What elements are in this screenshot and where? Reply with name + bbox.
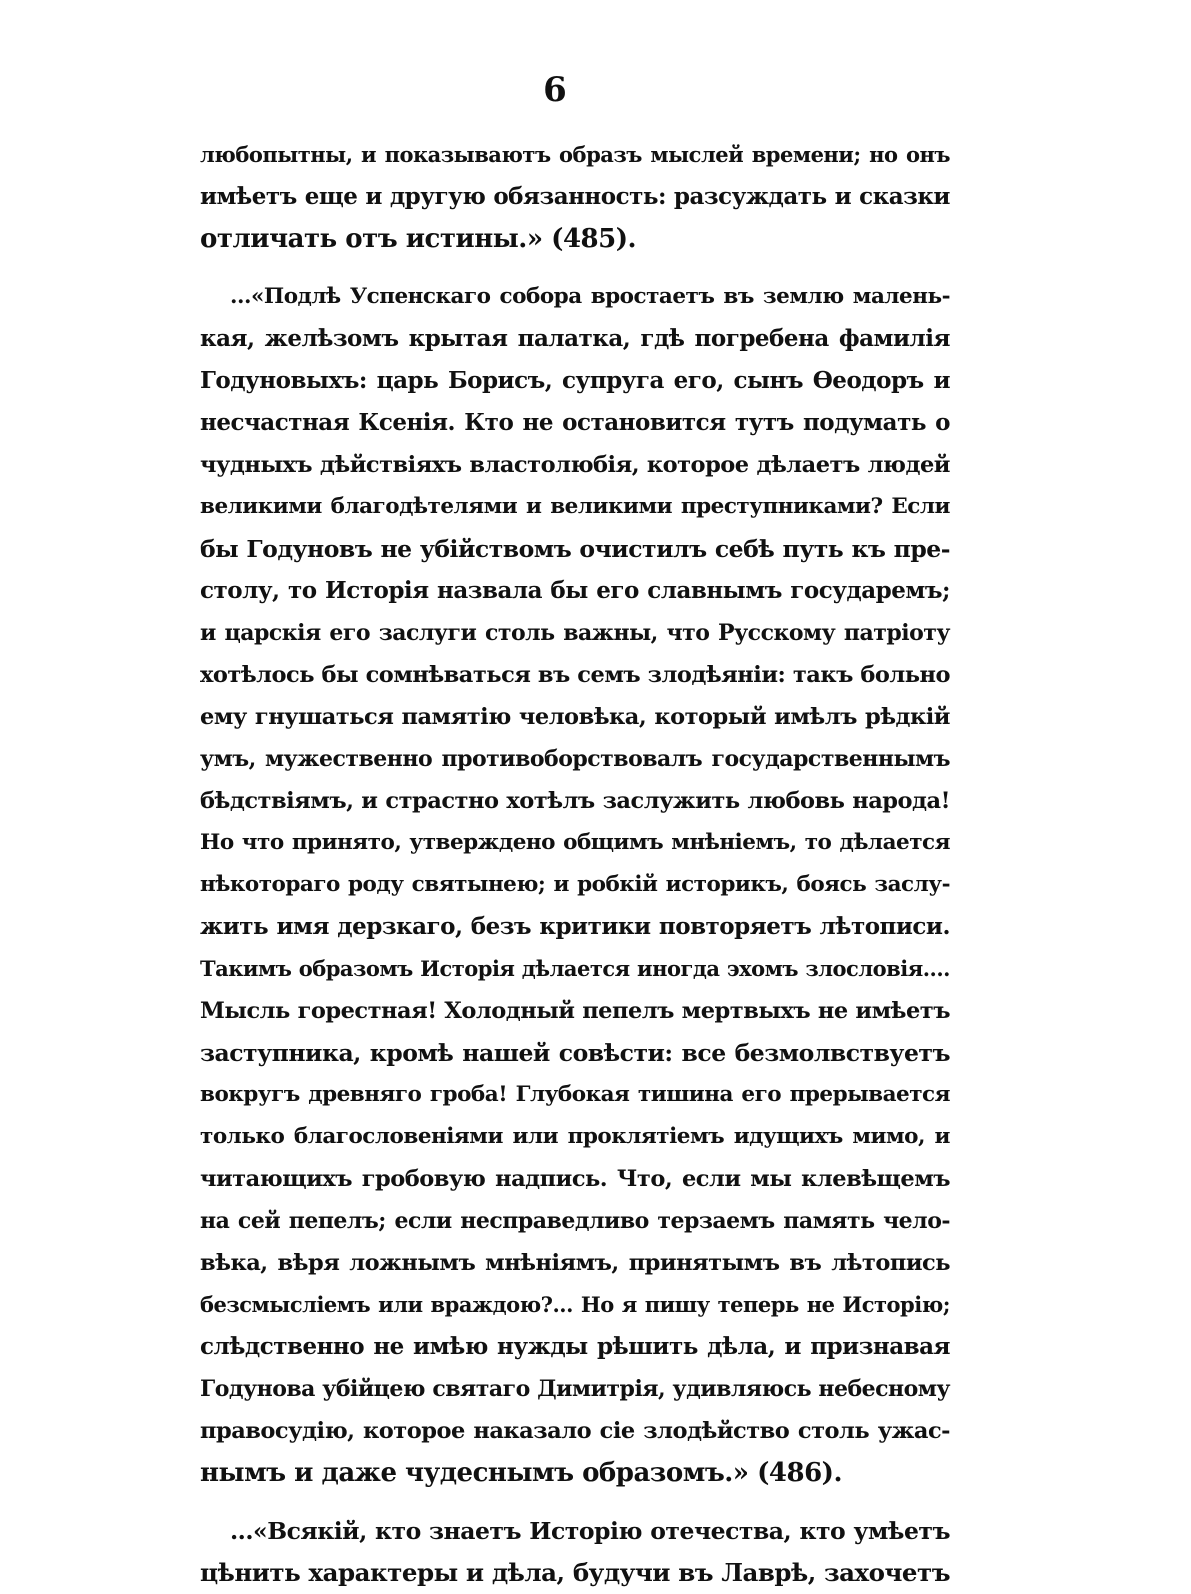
text-line: кая, желѣзомъ крытая палатка, гдѣ погребена фамилія xyxy=(200,325,950,352)
text-line: Мысль горестная! Холодный пепелъ мертвыхъ не имѣетъ xyxy=(200,998,950,1024)
paragraph-2 xyxy=(200,276,950,1494)
text-line: столу, то Исторія назвала бы его славнымъ государемъ; xyxy=(200,577,950,604)
paragraph-3 xyxy=(200,1510,950,1594)
text-line: умъ, мужественно противоборствовалъ государственнымъ xyxy=(200,746,950,772)
text-line: нѣкотораго роду святынею; и робкій историкъ, боясь заслу- xyxy=(200,872,950,897)
text-line: любопытны, и показываютъ образъ мыслей времени; но онъ xyxy=(200,142,950,167)
text-line: имѣетъ еще и другую обязанность: разсуждать и сказки xyxy=(200,183,950,210)
page-number: 6 xyxy=(543,70,567,110)
text-line: только благословеніями или проклятіемъ идущихъ мимо, и xyxy=(200,1124,950,1149)
text-line: ему гнушаться памятію человѣка, который имѣлъ рѣдкій xyxy=(200,704,950,730)
text-line: бѣдствіямъ, и страстно хотѣлъ заслужить любовь народа! xyxy=(200,788,950,814)
text-line: цѣнить характеры и дѣла, будучи въ Лаврѣ, захочетъ xyxy=(200,1558,950,1587)
text-line: чудныхъ дѣйствіяхъ властолюбія, которое дѣлаетъ людей xyxy=(200,452,950,478)
text-line: вѣка, вѣря ложнымъ мнѣніямъ, принятымъ въ лѣтопись xyxy=(200,1250,950,1276)
text-line: Такимъ образомъ Исторія дѣлается иногда эхомъ злословія.... xyxy=(200,956,950,981)
text-line: ...«Всякій, кто знаетъ Исторію отечества, кто умѣетъ xyxy=(230,1517,950,1545)
text-line: хотѣлось бы сомнѣваться въ семъ злодѣяніи: такъ больно xyxy=(200,662,950,688)
text-line: правосудію, которое наказало сіе злодѣйство столь ужас- xyxy=(200,1418,950,1444)
text-line: безсмысліемъ или враждою?... Но я пишу теперь не Исторію; xyxy=(200,1292,950,1317)
body-text xyxy=(200,134,950,1594)
text-line: Годунова убійцею святаго Димитрія, удивляюсь небесному xyxy=(200,1376,950,1402)
text-line: вокругъ древняго гроба! Глубокая тишина его прерывается xyxy=(200,1082,950,1107)
text-line: жить имя дерзкаго, безъ критики повторяетъ лѣтописи. xyxy=(200,913,950,940)
text-line: нымъ и даже чудеснымъ образомъ.» (486). xyxy=(200,1458,843,1488)
paragraph-1 xyxy=(200,134,950,260)
text-line: отличать отъ истины.» (485). xyxy=(200,224,637,254)
text-line: слѣдственно не имѣю нужды рѣшить дѣла, и признавая xyxy=(200,1333,950,1360)
text-line: Но что принято, утверждено общимъ мнѣніемъ, то дѣлается xyxy=(200,830,950,855)
text-line: читающихъ гробовую надпись. Что, если мы клевѣщемъ xyxy=(200,1166,950,1192)
text-line: великими благодѣтелями и великими преступниками? Если xyxy=(200,494,950,519)
text-line: Годуновыхъ: царь Борисъ, супруга его, сынъ Ѳеодоръ и xyxy=(200,367,950,394)
text-line: бы Годуновъ не убійствомъ очистилъ себѣ путь къ пре- xyxy=(200,535,950,563)
text-line: несчастная Ксенія. Кто не остановится тутъ подумать о xyxy=(200,409,950,436)
text-line: и царскія его заслуги столь важны, что Русскому патріоту xyxy=(200,620,950,646)
text-line: ...«Подлѣ Успенскаго собора вростаетъ въ землю малень- xyxy=(230,284,950,309)
text-line: на сей пепелъ; если несправедливо терзаемъ память чело- xyxy=(200,1208,950,1234)
text-line: заступника, кромѣ нашей совѣсти: все безмолвствуетъ xyxy=(200,1039,950,1067)
